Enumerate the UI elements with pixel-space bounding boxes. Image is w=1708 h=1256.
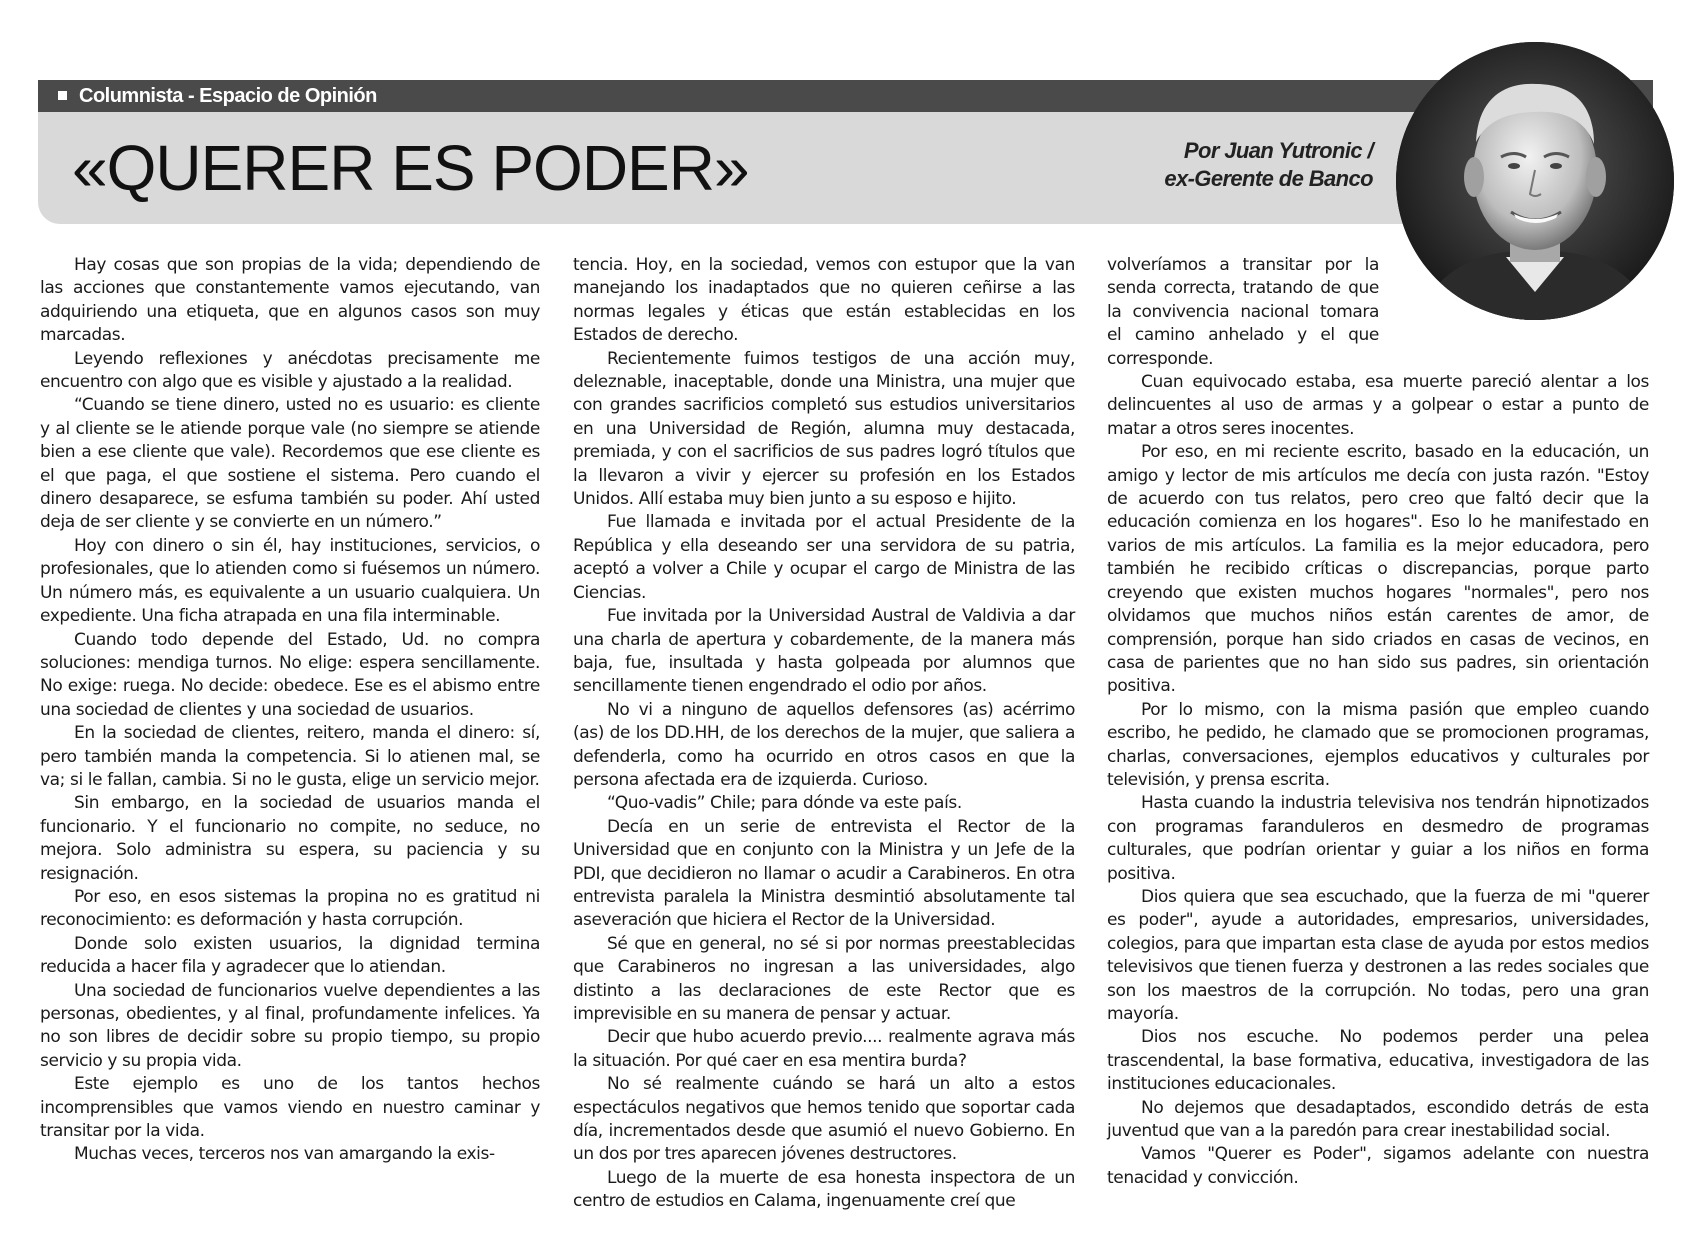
byline-author: Por Juan Yutronic /: [1183, 138, 1373, 163]
byline-role: ex-Gerente de Banco: [1164, 166, 1373, 191]
paragraph: volveríamos a transitar por la senda correcta, tratando de que la convivencia nacional tomara el camino anhelado y el que corresponde.: [1107, 255, 1379, 369]
paragraph: Por lo mismo, con la misma pasión que empleo cuando escribo, he pedido, he clamado que se promocionen programas, charlas, conversaciones, ejemplos educativos y culturales por televisión, y prensa escrita.: [1107, 699, 1649, 790]
paragraph: Decir que hubo acuerdo previo.... realmente agrava más la situación. Por qué caer en esa mentira burda?: [573, 1027, 1075, 1071]
article-column-3: [1107, 254, 1649, 1190]
paragraph: Luego de la muerte de esa honesta inspectora de un centro de estudios en Calama, ingenuamente creí que: [573, 1167, 1075, 1212]
paragraph: En la sociedad de clientes, reitero, manda el dinero: sí, pero también manda la competencia. Si lo atienen mal, se va; si le fallan, cambia. Si no le gusta, elige un servicio mejor.: [40, 723, 540, 790]
paragraph: Hasta cuando la industria televisiva nos tendrán hipnotizados con programas faranduleros en desmedro de programas culturales, que podrían orientar y guiar a los niños en forma positiva.: [1107, 793, 1649, 884]
section-label: Columnista - Espacio de Opinión: [79, 85, 377, 107]
paragraph: Por eso, en mi reciente escrito, basado en la educación, un amigo y lector de mis artículos me decía con justa razón. "Estoy de acuerdo con tus relatos, pero creo que faltó decir que la educación comienza en los hogares". Eso lo he manifestado en varios de mis artículos. La familia es la mejor educadora, pero también he recibido críticas o discrepancias, porque parto creyendo que existen muchos hogares "normales", pero nos olvidamos que muchos niños están carentes de amor, de comprensión, porque han sido criados en casas de vecinos, en casa de parientes que no han sido sus padres, sin orientación positiva.: [1107, 442, 1649, 697]
paragraph: Sin embargo, en la sociedad de usuarios manda el funcionario. Y el funcionario no compite, no seduce, no mejora. Solo administra su espera, su paciencia y su resignación.: [40, 793, 540, 884]
paragraph: Vamos "Querer es Poder", sigamos adelante con nuestra tenacidad y convicción.: [1107, 1144, 1649, 1188]
article-column-1: [40, 254, 540, 1167]
paragraph: Este ejemplo es uno de los tantos hechos incomprensibles que vamos viendo en nuestro caminar y transitar por la vida.: [40, 1074, 540, 1142]
paragraph: Fue llamada e invitada por el actual Presidente de la República y ella deseando ser una servidora de su patria, aceptó a volver a Chile y ocupar el cargo de Ministra de las Ciencias.: [573, 512, 1075, 603]
paragraph: Recientemente fuimos testigos de una acción muy, deleznable, inaceptable, donde una Ministra, una mujer que con grandes sacrificios completó sus estudios universitarios en una Universidad de Región, alumna muy destacada, premiada, y con el sacrificios de sus padres logró títulos que la llevaron a vivir y ejercer su profesión en los Estados Unidos. Allí estaba muy bien junto a su esposo e hijito.: [573, 348, 1075, 510]
photo-wrap-space: [1379, 254, 1649, 364]
paragraph: Cuan equivocado estaba, esa muerte pareció alentar a los delincuentes al uso de armas y a golpear o estar a punto de matar a otros seres inocentes.: [1107, 372, 1649, 439]
paragraph: Leyendo reflexiones y anécdotas precisamente me encuentro con algo que es visible y ajustado a la realidad.: [40, 348, 540, 393]
paragraph: Por eso, en esos sistemas la propina no es gratitud ni reconocimiento: es deformación y hasta corrupción.: [40, 886, 540, 931]
paragraph: No dejemos que desadaptados, escondido detrás de esta juventud que van a la paredón para crear inestabilidad social.: [1107, 1097, 1649, 1142]
paragraph: Muchas veces, terceros nos van amargando la exis-: [74, 1144, 495, 1165]
paragraph: Donde solo existen usuarios, la dignidad termina reducida a hacer fila y agradecer que lo atiendan.: [40, 933, 540, 978]
article-column-2: [573, 254, 1075, 1214]
paragraph: Hoy con dinero o sin él, hay instituciones, servicios, o profesionales, que lo atienden como si fuésemos un número. Un número más, es equivalente a un usuario cualquiera. Un expediente. Una ficha atrapada en una fila interminable.: [40, 535, 540, 627]
paragraph: Dios quiera que sea escuchado, que la fuerza de mi "querer es poder", ayude a autoridades, empresarios, universidades, colegios, para que impartan esta clase de ayuda por estos medios televisivos que tienen fuerza y destronen a las redes sociales que son los maestros de la corrupción. No todas, pero una gran mayoría.: [1107, 886, 1649, 1024]
paragraph: Fue invitada por la Universidad Austral de Valdivia a dar una charla de apertura y cobardemente, de la manera más baja, fue, insultada y hasta golpeada por alumnos que sencillamente tienen engendrado el odio por años.: [573, 606, 1075, 697]
section-header-bar: [38, 80, 1653, 112]
paragraph: “Cuando se tiene dinero, usted no es usuario: es cliente y al cliente se le atiende porque vale (no siempre se atiende bien a ese cliente que vale). Recordemos que ese cliente es el que paga, el que sostiene el sistema. Pero cuando el dinero desaparece, se esfuma también su poder. Ahí usted deja de ser cliente y se convierte en un número.”: [40, 395, 540, 533]
paragraph: No sé realmente cuándo se hará un alto a estos espectáculos negativos que hemos tenido que soportar cada día, incrementados desde que asumió el nuevo Gobierno. En un dos por tres aparecen jóvenes destructores.: [573, 1074, 1075, 1165]
paragraph: Sé que en general, no sé si por normas preestablecidas que Carabineros no ingresan a las universidades, algo distinto a las declaraciones de este Rector que es imprevisible en su manera de pensar y actuar.: [573, 933, 1075, 1024]
paragraph: Cuando todo depende del Estado, Ud. no compra soluciones: mendiga turnos. No elige: espera sencillamente. No exige: ruega. No decide: obedece. Ese es el abismo entre una sociedad de clientes y una sociedad de usuarios.: [40, 629, 540, 720]
paragraph: Una sociedad de funcionarios vuelve dependientes a las personas, obedientes, y al final, profundamente infelices. Ya no son libres de decidir sobre su propio tiempo, su propio servicio y su propia vida.: [40, 980, 540, 1071]
paragraph: tencia. Hoy, en la sociedad, vemos con estupor que la van manejando los inadaptados que no quieren ceñirse a las normas legales y éticas que están establecidas en los Estados de derecho.: [573, 255, 1075, 346]
paragraph: “Quo-vadis” Chile; para dónde va este país.: [607, 793, 962, 814]
byline: [1164, 137, 1373, 193]
paragraph: Dios nos escuche. No podemos perder una pelea trascendental, la base formativa, educativa, investigadora de las instituciones educacionales.: [1107, 1027, 1649, 1095]
article-headline: «QUERER ES PODER»: [72, 132, 749, 204]
paragraph: Hay cosas que son propias de la vida; dependiendo de las acciones que constantemente vamos ejecutando, van adquiriendo una etiqueta, que en algunos casos son muy marcadas.: [40, 255, 540, 346]
paragraph: No vi a ninguno de aquellos defensores (as) acérrimo (as) de los DD.HH, de los derechos de la mujer, que saliera a defenderla, como ha ocurrido en otros casos en que la persona afectada era de izquierda. Curioso.: [573, 699, 1075, 790]
paragraph: Decía en un serie de entrevista el Rector de la Universidad que en conjunto con la Ministra y un Jefe de la PDI, que decidieron no llamar o acudir a Carabineros. En otra entrevista paralela la Ministra desmintió absolutamente tal aseveración que hiciera el Rector de la Universidad.: [573, 816, 1075, 931]
square-bullet-icon: [58, 91, 67, 100]
